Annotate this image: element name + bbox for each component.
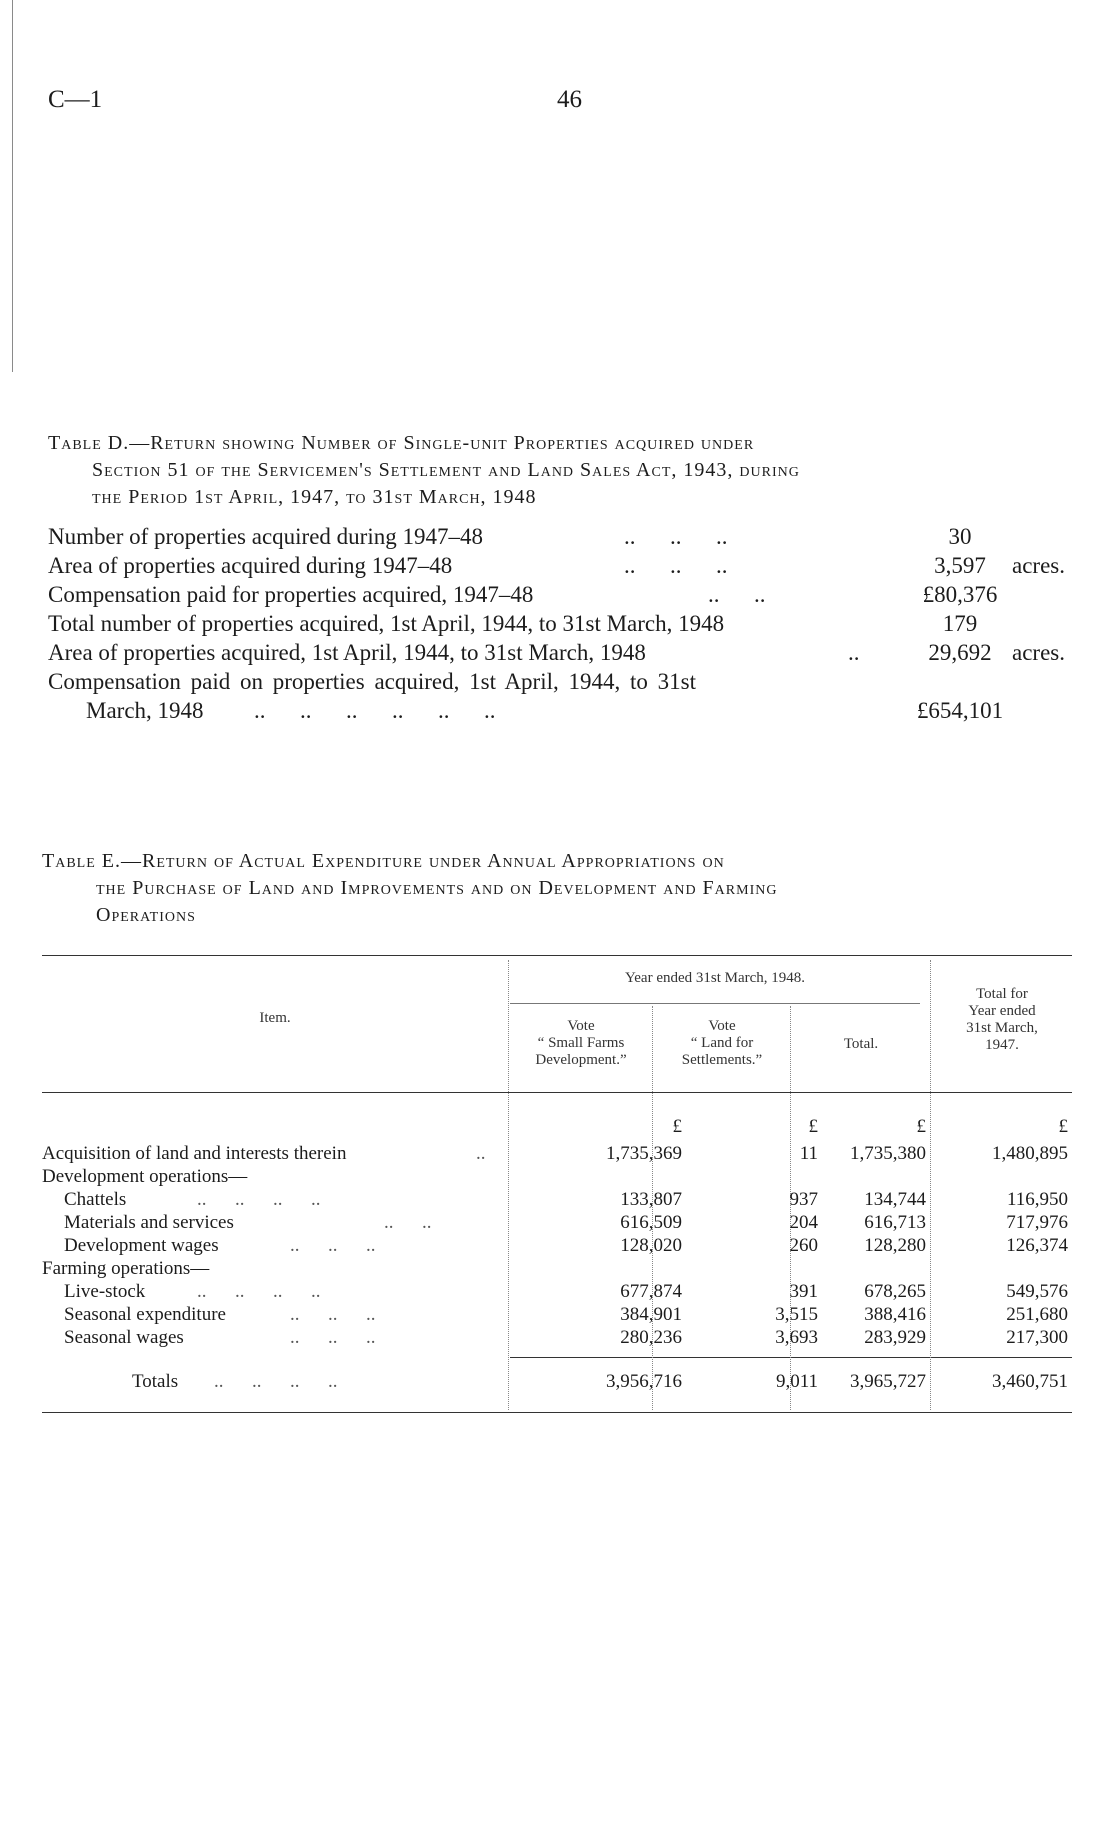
- table-d-row: [48, 580, 1088, 610]
- row-unit: acres.: [1012, 553, 1065, 578]
- table-d-title: [48, 430, 1088, 511]
- header-line: “ Land for: [690, 1035, 754, 1051]
- cell-vote-small-farms: 133,807: [620, 1189, 682, 1210]
- margin-rule: [12, 0, 13, 372]
- table-d-title-line: Table D.—Return showing Number of Single-unit Properties acquired under: [48, 432, 755, 454]
- leader-dots: ..: [848, 640, 860, 665]
- row-label: Total number of properties acquired, 1st April, 1944, to 31st March, 1948: [48, 611, 725, 636]
- header-line: “ Small Farms: [537, 1035, 625, 1051]
- cell-total-1947: 116,950: [1006, 1189, 1068, 1210]
- table-d-title-line: Section 51 of the Servicemen's Settlement and Land Sales Act, 1943, during: [92, 459, 800, 481]
- row-label: Area of properties acquired, 1st April, 1944, to 31st March, 1948: [48, 640, 646, 665]
- cell-vote-land-settlements: 11: [799, 1143, 818, 1164]
- table-row: [42, 1188, 1072, 1211]
- cell-vote-land-settlements: 3,693: [775, 1327, 818, 1348]
- header-col3: Total.: [843, 1036, 879, 1052]
- table-d-row: [48, 522, 1088, 552]
- cell-vote-small-farms: 128,020: [620, 1235, 682, 1256]
- leader-dots: .. ..: [708, 582, 766, 607]
- currency-symbol: £: [1058, 1116, 1068, 1137]
- cell-vote-small-farms: 616,509: [620, 1212, 682, 1233]
- table-row: [42, 1211, 1072, 1234]
- leader-dots: .. .. .. .. .. ..: [254, 698, 496, 723]
- cell-vote-small-farms: 280,236: [620, 1327, 682, 1348]
- leader-dots: .. .. ..: [290, 1327, 376, 1348]
- row-label: Compensation paid for properties acquired, 1947–48: [48, 582, 534, 607]
- row-value: £80,376: [922, 582, 998, 607]
- totals-rule: [510, 1357, 1072, 1358]
- cell-total-1947: 717,976: [1006, 1212, 1068, 1233]
- cell-vote-land-settlements: 204: [789, 1212, 818, 1233]
- header-line: Total for: [976, 986, 1028, 1002]
- cell-total: 1,735,380: [850, 1143, 926, 1164]
- row-label: Number of properties acquired during 1947–48: [48, 524, 483, 549]
- table-d-row: [48, 667, 1088, 697]
- header-col2: [656, 1018, 788, 1069]
- table-row: [42, 1165, 1072, 1188]
- table-e-title-line: Table E.—Return of Actual Expenditure under Annual Appropriations on: [42, 850, 725, 872]
- leader-dots: .. .. ..: [290, 1304, 376, 1325]
- header-line: 1947.: [985, 1037, 1019, 1053]
- leader-dots: .. .. ..: [624, 524, 728, 549]
- table-d-title-line: the Period 1st April, 1947, to 31st March, 1948: [92, 486, 537, 508]
- leader-dots: .. .. .. ..: [197, 1189, 321, 1210]
- currency-symbol: £: [808, 1116, 818, 1137]
- table-top-rule: [42, 955, 1072, 956]
- leader-dots: ..: [476, 1143, 486, 1164]
- row-value: 29,692: [928, 640, 992, 665]
- row-value: 179: [942, 611, 978, 636]
- total-total-1947: 3,460,751: [992, 1371, 1068, 1392]
- row-label: Chattels: [64, 1189, 127, 1210]
- page-number: 46: [557, 86, 582, 113]
- row-label: Development wages: [64, 1235, 219, 1256]
- row-label: Development operations—: [42, 1166, 248, 1187]
- total-vote-small-farms: 3,956,716: [606, 1371, 682, 1392]
- header-line: Settlements.”: [681, 1052, 763, 1068]
- cell-total-1947: 549,576: [1006, 1281, 1068, 1302]
- currency-symbol: £: [672, 1116, 682, 1137]
- header-bottom-rule: [42, 1092, 1072, 1093]
- leader-dots: .. ..: [384, 1212, 432, 1233]
- totals-row: [42, 1370, 1072, 1393]
- currency-row: [42, 1115, 1072, 1138]
- row-value: 30: [948, 524, 972, 549]
- cell-total-1947: 217,300: [1006, 1327, 1068, 1348]
- row-label: Area of properties acquired during 1947–48: [48, 553, 453, 578]
- cell-total-1947: 1,480,895: [992, 1143, 1068, 1164]
- leader-dots: .. .. ..: [290, 1235, 376, 1256]
- page-reference: C—1: [48, 86, 103, 113]
- header-col1: [512, 1018, 650, 1069]
- cell-vote-land-settlements: 260: [789, 1235, 818, 1256]
- table-row: [42, 1142, 1072, 1165]
- header-line: 31st March,: [966, 1020, 1038, 1036]
- header-line: Year ended: [968, 1003, 1036, 1019]
- group-header-rule: [510, 1003, 920, 1004]
- row-value: 3,597: [934, 553, 986, 578]
- header-line: Vote: [708, 1018, 736, 1034]
- row-label: Farming operations—: [42, 1258, 210, 1279]
- header-item: Item.: [259, 1010, 291, 1026]
- cell-total-1947: 126,374: [1006, 1235, 1068, 1256]
- table-bottom-rule: [42, 1412, 1072, 1413]
- row-unit: acres.: [1012, 640, 1065, 665]
- table-d-row: [48, 696, 1088, 726]
- total-total: 3,965,727: [850, 1371, 926, 1392]
- table-row: [42, 1326, 1072, 1349]
- row-label: Acquisition of land and interests therein: [42, 1143, 347, 1164]
- row-label: Seasonal wages: [64, 1327, 184, 1348]
- cell-vote-small-farms: 677,874: [620, 1281, 682, 1302]
- cell-total: 128,280: [864, 1235, 926, 1256]
- cell-total-1947: 251,680: [1006, 1304, 1068, 1325]
- table-row: [42, 1303, 1072, 1326]
- header-line: Vote: [567, 1018, 595, 1034]
- row-label: Seasonal expenditure: [64, 1304, 226, 1325]
- header-col4: [934, 986, 1070, 1054]
- table-d-row: [48, 638, 1088, 668]
- leader-dots: .. .. .. ..: [197, 1281, 321, 1302]
- leader-dots: .. .. .. ..: [214, 1371, 338, 1392]
- row-label: March, 1948: [86, 698, 204, 723]
- cell-vote-small-farms: 384,901: [620, 1304, 682, 1325]
- row-label: Live-stock: [64, 1281, 146, 1302]
- header-line: Development.”: [535, 1052, 627, 1068]
- cell-vote-land-settlements: 391: [789, 1281, 818, 1302]
- row-value: £654,101: [916, 698, 1004, 723]
- header-group: Year ended 31st March, 1948.: [624, 970, 806, 986]
- leader-dots: .. .. ..: [624, 553, 728, 578]
- table-row: [42, 1257, 1072, 1280]
- table-d-row: [48, 609, 1088, 639]
- cell-vote-land-settlements: 937: [789, 1189, 818, 1210]
- table-e-title: [42, 848, 1092, 929]
- cell-vote-small-farms: 1,735,369: [606, 1143, 682, 1164]
- total-vote-land-settlements: 9,011: [775, 1371, 818, 1392]
- cell-total: 134,744: [864, 1189, 926, 1210]
- cell-vote-land-settlements: 3,515: [775, 1304, 818, 1325]
- cell-total: 678,265: [864, 1281, 926, 1302]
- table-row: [42, 1234, 1072, 1257]
- currency-symbol: £: [916, 1116, 926, 1137]
- table-e-title-line: Operations: [96, 904, 196, 926]
- table-row: [42, 1280, 1072, 1303]
- cell-total: 283,929: [864, 1327, 926, 1348]
- table-e-title-line: the Purchase of Land and Improvements and on Development and Farming: [96, 877, 778, 899]
- cell-total: 388,416: [864, 1304, 926, 1325]
- totals-label: Totals: [132, 1371, 179, 1392]
- table-d-row: [48, 551, 1088, 581]
- cell-total: 616,713: [864, 1212, 926, 1233]
- row-label: Materials and services: [64, 1212, 234, 1233]
- row-label: Compensation paid on properties acquired, 1st April, 1944, to 31st: [48, 669, 696, 694]
